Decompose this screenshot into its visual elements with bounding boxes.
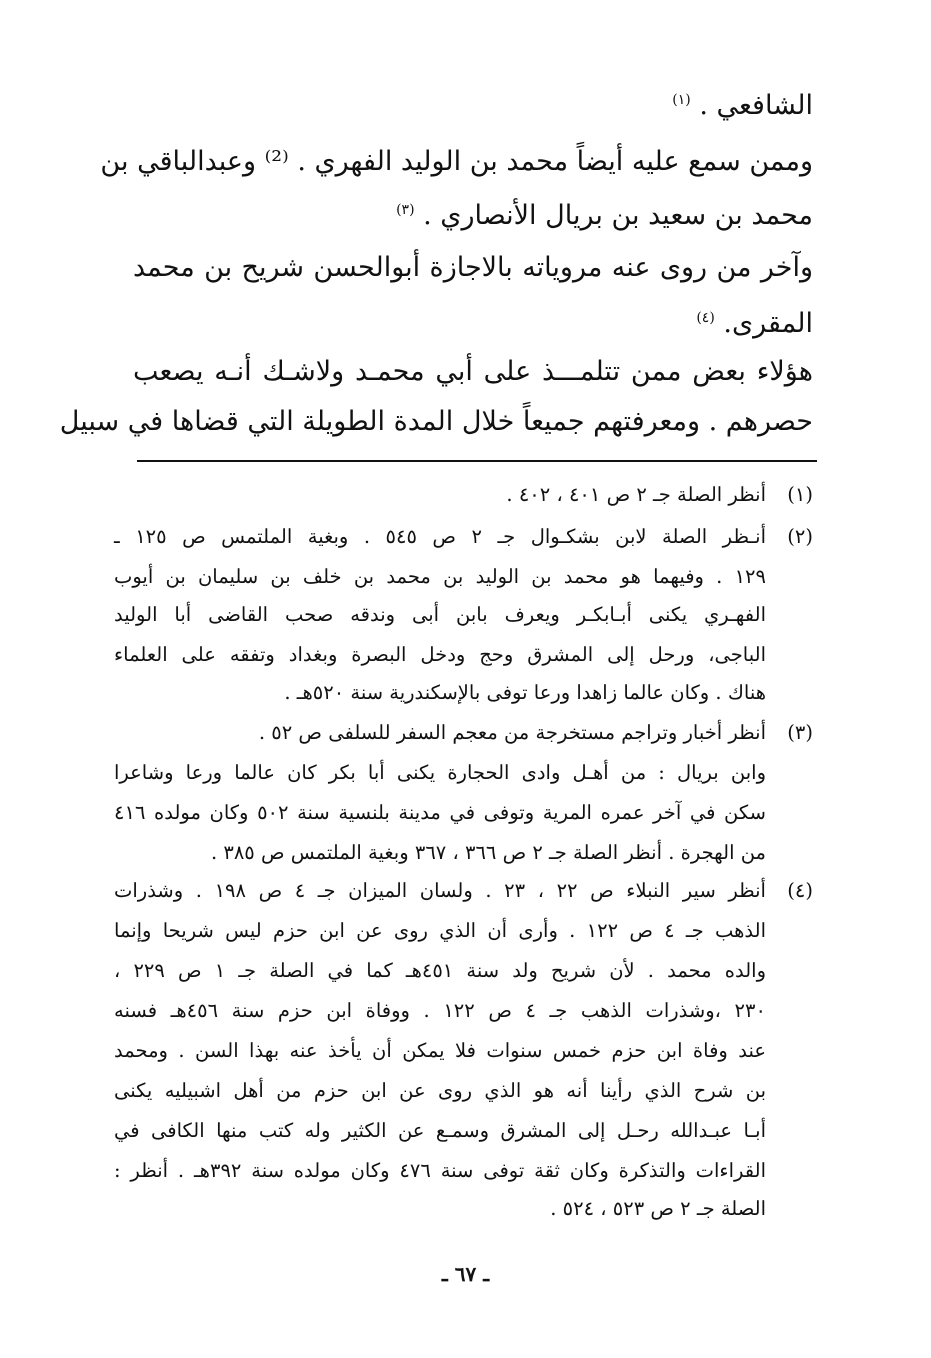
footnote-4-line-5: عند وفاة ابن حزم خمس سنوات فلا يمكن أن يأخذ عنه بهذا السن . ومحمد <box>114 1039 766 1062</box>
footnote-ref-3: (٣) <box>396 202 415 218</box>
main-line-5 <box>696 298 813 338</box>
main-line-7 <box>59 402 813 442</box>
main-line-4-text: وآخر من روى عنه مروياته بالاجازة أبوالحسن شريح بن محمد <box>133 252 813 283</box>
footnote-ref-4: (٤) <box>696 310 715 326</box>
main-line-3-text: محمد بن سعيد بن بريال الأنصاري . <box>423 200 813 231</box>
footnote-3-line-1: أنظر أخبار وتراجم مستخرجة من معجم السفر للسلفى ص ٥٢ . <box>258 721 766 744</box>
main-line-2-text: وممن سمع عليه أيضاً محمد بن الوليد الفهري . ⁽²⁾ وعبدالباقي بن <box>100 146 813 177</box>
footnote-3-line-2: وابن بريال : من أهـل وادى الحجارة يكنى أبا بكر كان عالما ورعا وشاعرا <box>114 761 766 784</box>
footnote-1-line-1: أنظر الصلة جـ ٢ ص ٤٠١ ، ٤٠٢ . <box>506 483 766 506</box>
footnote-1-number: (١) <box>787 483 813 506</box>
footnote-2-line-3: الفهـري يكنى أبـابكـر ويعرف بابن أبى وندقه صحب القاضى أبا الوليد <box>114 603 766 626</box>
footnote-4-line-6: بن شرح الذي رأينا أنه هو الذي روى عن ابن حزم من أهل اشبيليه يكنى <box>114 1079 766 1102</box>
footnote-4-line-1: أنظر سير النبلاء ص ٢٢ ، ٢٣ . ولسان الميزان جـ ٤ ص ١٩٨ . وشذرات <box>114 879 766 902</box>
footnote-4-number: (٤) <box>787 879 813 902</box>
main-line-7-text: حصرهم . ومعرفتهم جميعاً خلال المدة الطويلة التي قضاها في سبيل <box>59 406 813 437</box>
footnote-4-line-4: ٢٣٠ ،وشذرات الذهب جـ ٤ ص ١٢٢ . ووفاة ابن حزم سنة ٤٥٦هـ فسنه <box>114 999 766 1022</box>
footnote-4-line-7: أبـا عبـدالله رحـل إلى المشرق وسمـع عن الكثير وله كتب منها الكافى في <box>114 1119 766 1142</box>
main-line-5-text: المقرى. <box>723 308 813 339</box>
footnote-2-line-1: أنـظر الصلة لابن بشكـوال جـ ٢ ص ٥٤٥ . وبغية الملتمس ص ١٢٥ ـ <box>114 525 766 548</box>
footnote-3-number: (٣) <box>787 721 813 744</box>
footnote-separator <box>137 460 817 462</box>
footnote-4-line-3: والده محمد . لأن شريح ولد سنة ٤٥١هـ كما في الصلة جـ ١ ص ٢٢٩ ، <box>114 959 766 982</box>
footnote-4-line-9: الصلة جـ ٢ ص ٥٢٣ ، ٥٢٤ . <box>550 1197 766 1220</box>
footnote-4-line-8: القراءات والتذكرة وكان ثقة توفى سنة ٤٧٦ وكان مولده سنة ٣٩٢هـ . أنظر : <box>114 1159 766 1182</box>
page-number: ـ ٦٧ ـ <box>441 1262 490 1286</box>
main-line-4 <box>133 248 813 288</box>
footnote-2-number: (٢) <box>787 525 813 548</box>
footnote-2-line-5: هناك . وكان عالما زاهدا ورعا توفى بالإسكندرية سنة ٥٢٠هـ . <box>284 681 766 704</box>
footnote-3-line-4: من الهجرة . أنظر الصلة جـ ٢ ص ٣٦٦ ، ٣٦٧ وبغية الملتمس ص ٣٨٥ . <box>210 841 766 864</box>
footnote-2-line-4: الباجى، ورحل إلى المشرق وحج ودخل البصرة وبغداد وتفقه على العلماء <box>114 643 766 666</box>
main-line-6-text: هؤلاء بعض ممن تتلمـــذ على أبي محمـد ولاشـك أنـه يصعب <box>133 356 813 387</box>
main-line-1 <box>672 80 813 120</box>
main-line-6 <box>133 352 813 392</box>
footnote-ref-1: (١) <box>672 92 691 108</box>
main-line-1-text: الشافعي . <box>699 90 813 121</box>
footnote-2-line-2: ١٢٩ . وفيهما هو محمد بن الوليد بن محمد بن خلف بن سليمان بن أيوب <box>114 565 766 588</box>
footnote-3-line-3: سكن في آخر عمره المرية وتوفى في مدينة بلنسية سنة ٥٠٢ وكان مولده ٤١٦ <box>114 801 766 824</box>
main-line-3 <box>396 190 813 230</box>
footnote-4-line-2: الذهب جـ ٤ ص ١٢٢ . وأرى أن الذي روى عن ابن حزم ليس شريحا وإنما <box>114 919 766 942</box>
main-line-2 <box>100 142 813 182</box>
